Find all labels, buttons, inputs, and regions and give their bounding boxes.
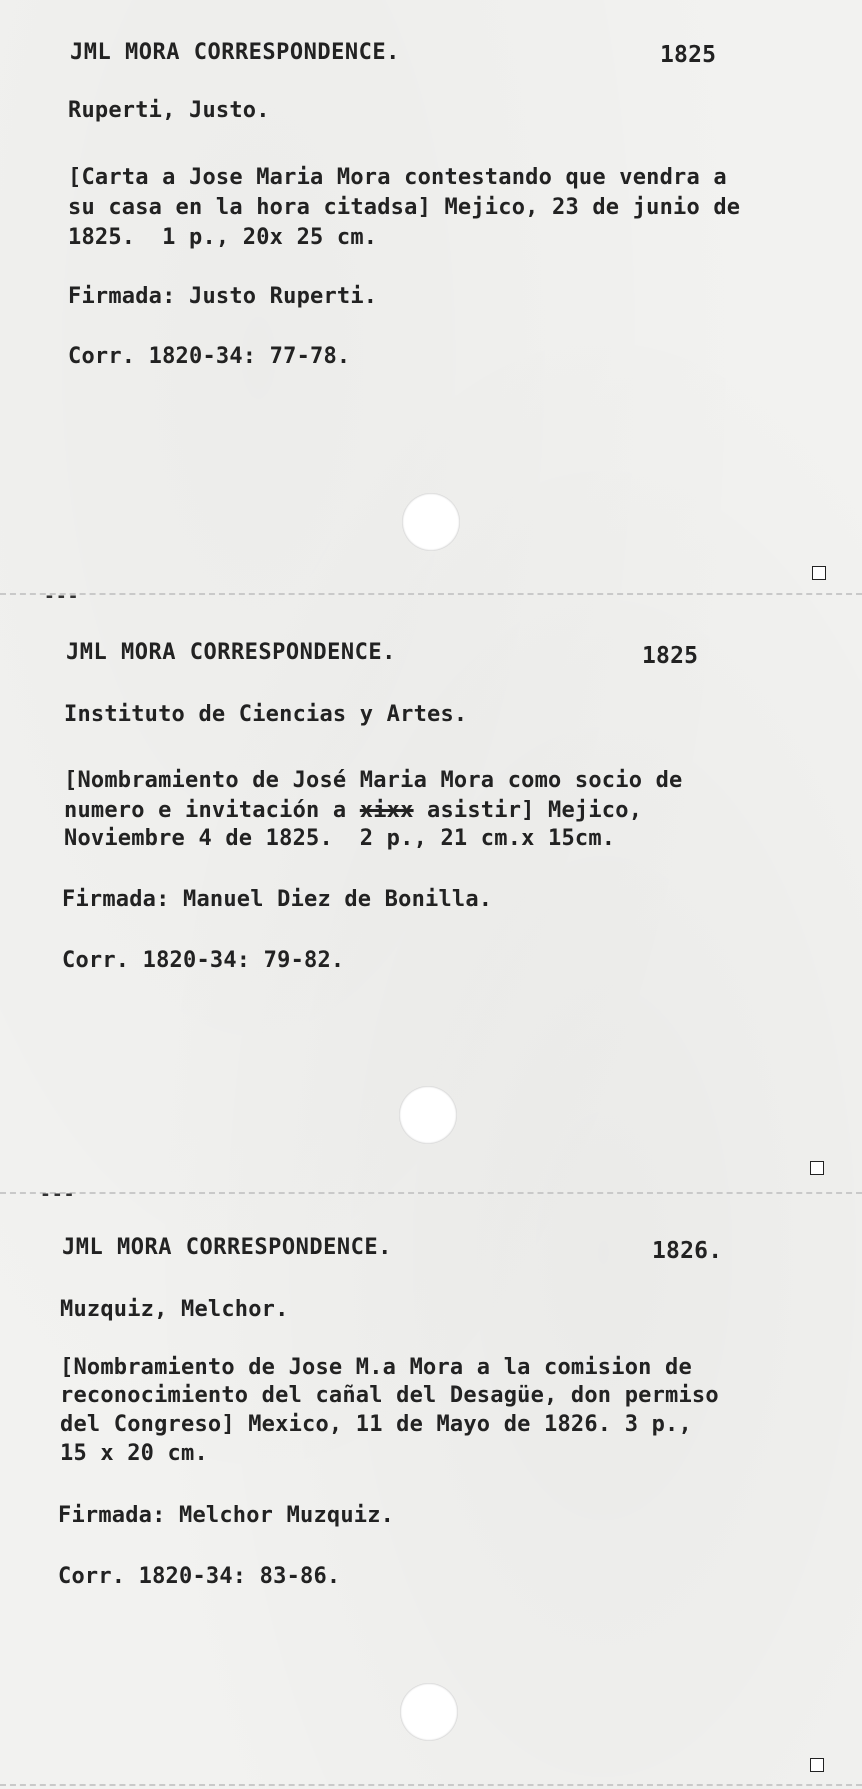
corner-mark [810,1758,824,1772]
corner-mark [810,1161,824,1175]
perforation-line [0,593,862,595]
corner-mark [812,566,826,580]
punch-hole [402,493,460,551]
perforation-line [0,1192,862,1194]
card-signed: Firmada: Melchor Muzquiz. [58,1503,395,1528]
perforation-line [0,1784,862,1786]
card-heading: JML MORA CORRESPONDENCE. [70,40,400,65]
card-year: 1826. [652,1238,723,1264]
card-year: 1825 [642,643,699,669]
card-heading: JML MORA CORRESPONDENCE. [66,640,396,665]
card-reference: Corr. 1820-34: 83-86. [58,1564,341,1589]
separator-mark: --- [40,1184,76,1205]
card-description-line: numero e invitación a xixx asistir] Mejico, [64,798,643,823]
card-signed: Firmada: Manuel Diez de Bonilla. [62,887,493,912]
card-year: 1825 [660,42,717,68]
card-reference: Corr. 1820-34: 79-82. [62,948,345,973]
card-description-line: [Nombramiento de José Maria Mora como socio de [64,768,683,793]
struck-text: xixx [359,798,414,823]
card-description-line: 15 x 20 cm. [60,1441,208,1466]
card-description-line: del Congreso] Mexico, 11 de Mayo de 1826. 3 p., [60,1412,692,1437]
card-reference: Corr. 1820-34: 77-78. [68,344,351,369]
card-name: Muzquiz, Melchor. [60,1297,289,1322]
card-description-line: 1825. 1 p., 20x 25 cm. [68,225,378,250]
card-heading: JML MORA CORRESPONDENCE. [62,1235,392,1260]
card-description-line: su casa en la hora citadsa] Mejico, 23 de junio de [68,195,741,220]
punch-hole [400,1683,458,1741]
card-description-line: [Nombramiento de Jose M.a Mora a la comision de [60,1355,692,1380]
card-description-line: [Carta a Jose Maria Mora contestando que vendra a [68,165,727,190]
card-signed: Firmada: Justo Ruperti. [68,284,378,309]
card-name: Instituto de Ciencias y Artes. [64,702,468,727]
card-description-line: Noviembre 4 de 1825. 2 p., 21 cm.x 15cm. [64,826,616,851]
card-description-line: reconocimiento del cañal del Desagüe, don permiso [60,1383,719,1408]
card-name: Ruperti, Justo. [68,98,270,123]
punch-hole [399,1086,457,1144]
separator-mark: --- [44,586,80,607]
